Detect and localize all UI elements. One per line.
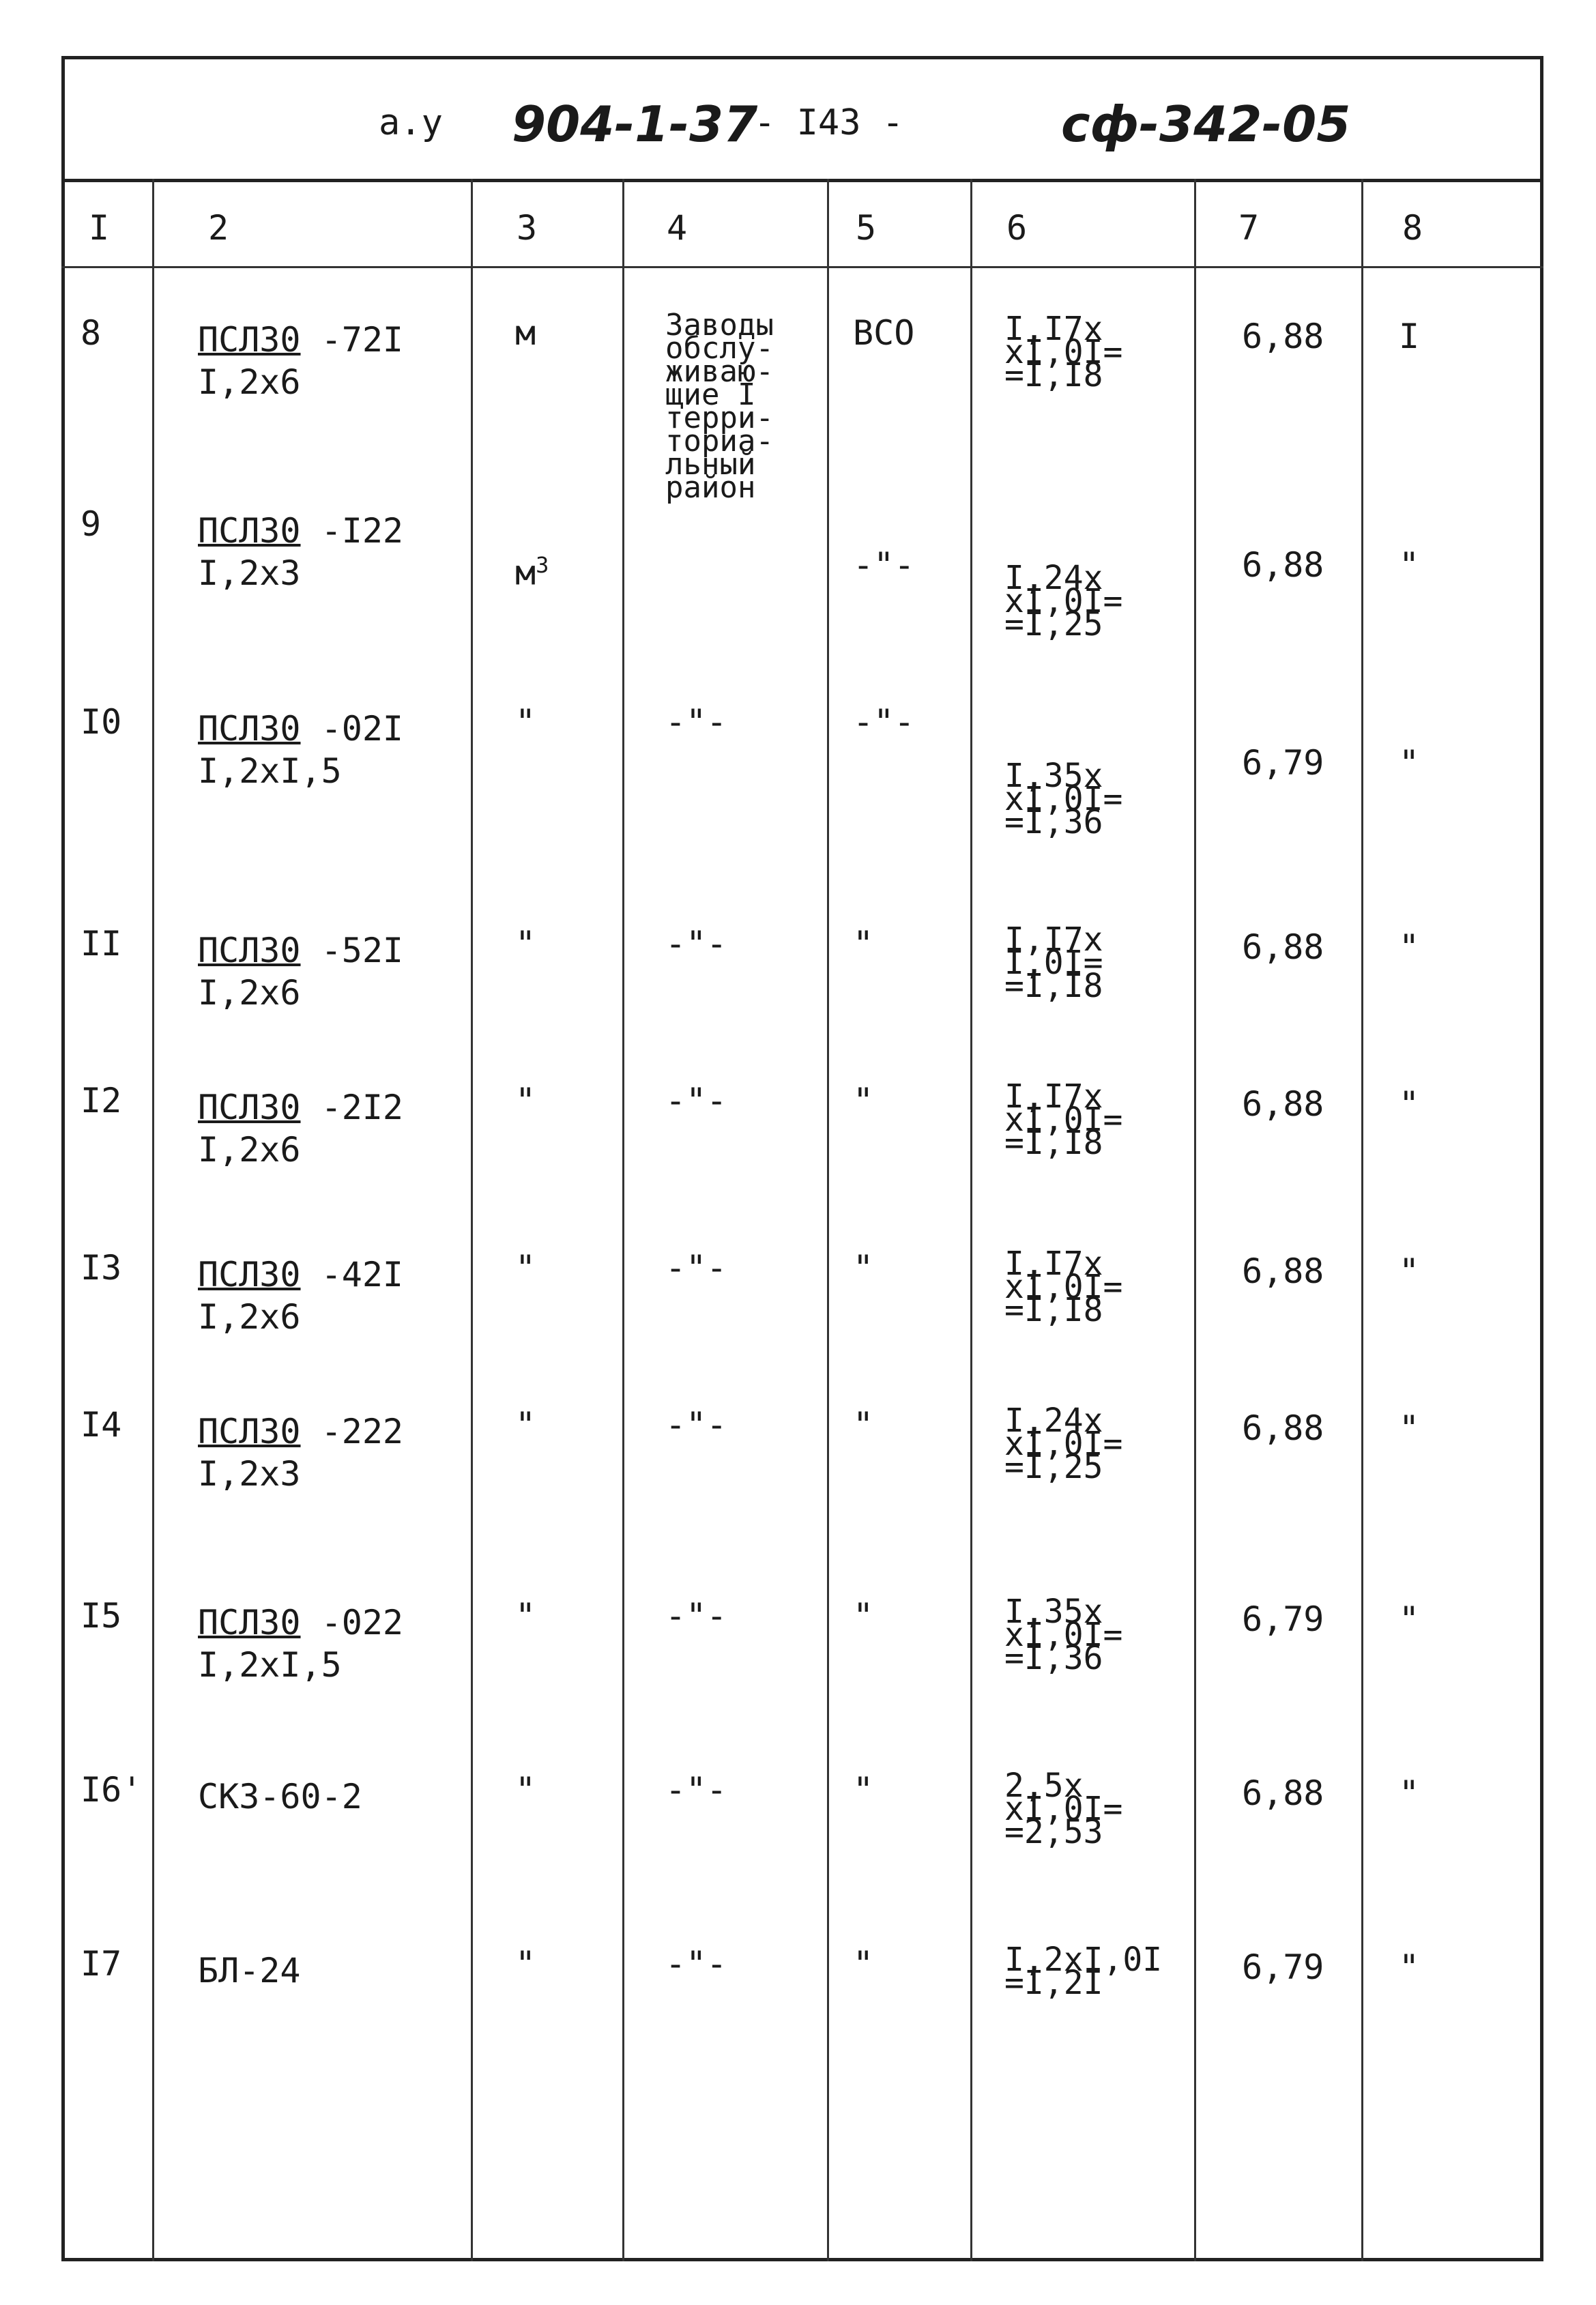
unit: " xyxy=(515,924,536,963)
item-name: ПСЛ30 xyxy=(198,511,301,551)
item-name: СКЗ-60-2 xyxy=(198,1777,362,1816)
item-suffix: -222 xyxy=(300,1412,404,1451)
item-size: I,2x3 xyxy=(198,1454,301,1494)
calculation: I,I7x xI,0I= =I,I8 xyxy=(1004,1077,1123,1162)
item-name: ПСЛ30 xyxy=(198,320,301,360)
supplier: -"- xyxy=(665,1081,727,1120)
item-designation xyxy=(198,1412,403,1451)
item-size: I,2x3 xyxy=(198,553,301,593)
item-designation xyxy=(198,1778,362,1816)
column-divider xyxy=(471,179,473,2261)
column-header: 8 xyxy=(1402,208,1423,248)
column-header: 3 xyxy=(517,208,538,248)
ditto-mark: " xyxy=(1399,743,1420,783)
calculation: I,24x xI,0I= =I,25 xyxy=(1004,559,1123,643)
supplier: -"- xyxy=(665,1248,727,1288)
value: 6,88 xyxy=(1242,1251,1324,1291)
column-header: 2 xyxy=(208,208,229,248)
org-code: " xyxy=(853,1405,874,1445)
calculation: I,I7x xI,0I= =I,I8 xyxy=(1004,310,1123,394)
supplier: -"- xyxy=(665,702,727,742)
project-code: 904-1-37 xyxy=(512,96,758,153)
item-designation xyxy=(198,321,403,359)
item-size: I,2x6 xyxy=(198,1297,301,1337)
item-designation xyxy=(198,710,403,748)
column-header-divider xyxy=(61,266,1543,268)
row-number: 8 xyxy=(81,313,102,353)
item-name: ПСЛ30 xyxy=(198,1412,301,1451)
supplier: Заводы обслу- живаю- щие I терри- ториа- льный район xyxy=(665,308,774,505)
row-number: II xyxy=(81,924,122,963)
item-suffix: -42I xyxy=(300,1255,404,1294)
item-name: ПСЛ30 xyxy=(198,709,301,749)
org-code: " xyxy=(853,1248,874,1288)
value: 6,79 xyxy=(1242,1947,1324,1987)
ditto-mark: " xyxy=(1399,1251,1420,1291)
header-divider xyxy=(61,179,1543,182)
item-suffix: -2I2 xyxy=(300,1088,404,1127)
org-code: -"- xyxy=(853,545,915,585)
item-name: ПСЛ30 xyxy=(198,1255,301,1294)
supplier: -"- xyxy=(665,924,727,963)
org-code: " xyxy=(853,1944,874,1984)
unit: " xyxy=(515,1081,536,1120)
value: 6,88 xyxy=(1242,545,1324,585)
item-designation xyxy=(198,1604,403,1642)
unit: " xyxy=(515,1770,536,1810)
row-number: I3 xyxy=(81,1248,122,1288)
unit: " xyxy=(515,1596,536,1636)
value: 6,79 xyxy=(1242,743,1324,783)
column-divider xyxy=(152,179,154,2261)
ditto-mark: I xyxy=(1399,317,1420,356)
item-size: I,2x6 xyxy=(198,1130,301,1170)
item-suffix: -72I xyxy=(300,320,404,360)
column-header: 5 xyxy=(856,208,877,248)
ditto-mark: " xyxy=(1399,927,1420,967)
calculation: I,2xI,0I =I,2I xyxy=(1004,1941,1163,2002)
item-size: I,2xI,5 xyxy=(198,751,342,791)
ditto-mark: " xyxy=(1399,1947,1420,1987)
item-suffix: -022 xyxy=(300,1603,404,1642)
value: 6,88 xyxy=(1242,317,1324,356)
calculation: I,I7x xI,0I= =I,I8 xyxy=(1004,1245,1123,1329)
column-header: 4 xyxy=(667,208,688,248)
item-suffix: -I22 xyxy=(300,511,404,551)
column-header: I xyxy=(89,208,110,248)
sheet-code: сф-342-05 xyxy=(1061,96,1351,153)
calculation: 2,5x xI,0I= =2,53 xyxy=(1004,1767,1123,1851)
header-prefix: а.у xyxy=(379,102,443,143)
ditto-mark: " xyxy=(1399,1408,1420,1448)
row-number: I2 xyxy=(81,1081,122,1120)
column-divider xyxy=(1361,179,1363,2261)
row-number: I5 xyxy=(81,1596,122,1636)
item-size: I,2x6 xyxy=(198,973,301,1013)
ditto-mark: " xyxy=(1399,545,1420,585)
item-suffix: -02I xyxy=(300,709,404,749)
item-suffix: -52I xyxy=(300,931,404,970)
org-code: -"- xyxy=(853,702,915,742)
ditto-mark: " xyxy=(1399,1599,1420,1639)
unit: " xyxy=(515,702,536,742)
item-name: ПСЛ30 xyxy=(198,931,301,970)
value: 6,79 xyxy=(1242,1599,1324,1639)
row-number: I6' xyxy=(81,1770,143,1810)
row-number: 9 xyxy=(81,504,102,544)
unit: " xyxy=(515,1248,536,1288)
supplier: -"- xyxy=(665,1405,727,1445)
ditto-mark: " xyxy=(1399,1773,1420,1813)
page-number: - I43 - xyxy=(754,102,904,143)
unit: $м^3$ xyxy=(515,552,549,593)
calculation: I,35x xI,0I= =I,36 xyxy=(1004,1593,1123,1677)
column-divider xyxy=(1194,179,1196,2261)
supplier: -"- xyxy=(665,1770,727,1810)
supplier: -"- xyxy=(665,1596,727,1636)
row-number: I4 xyxy=(81,1405,122,1445)
org-code: " xyxy=(853,924,874,963)
column-divider xyxy=(827,179,829,2261)
item-designation xyxy=(198,931,403,970)
item-designation xyxy=(198,512,403,550)
org-code: " xyxy=(853,1770,874,1810)
item-designation xyxy=(198,1088,403,1127)
unit: м xyxy=(515,313,536,353)
unit: " xyxy=(515,1944,536,1984)
column-divider xyxy=(622,179,624,2261)
org-code: " xyxy=(853,1596,874,1636)
calculation: I,24x xI,0I= =I,25 xyxy=(1004,1402,1123,1486)
item-designation xyxy=(198,1952,301,1990)
row-number: I0 xyxy=(81,702,122,742)
value: 6,88 xyxy=(1242,1084,1324,1124)
ditto-mark: " xyxy=(1399,1084,1420,1124)
column-divider xyxy=(970,179,972,2261)
unit: " xyxy=(515,1405,536,1445)
item-size: I,2x6 xyxy=(198,362,301,402)
value: 6,88 xyxy=(1242,1773,1324,1813)
item-name: ПСЛ30 xyxy=(198,1088,301,1127)
supplier: -"- xyxy=(665,1944,727,1984)
value: 6,88 xyxy=(1242,1408,1324,1448)
item-name: БЛ-24 xyxy=(198,1951,301,1990)
item-name: ПСЛ30 xyxy=(198,1603,301,1642)
value: 6,88 xyxy=(1242,927,1324,967)
item-size: I,2xI,5 xyxy=(198,1645,342,1685)
calculation: I,35x xI,0I= =I,36 xyxy=(1004,757,1123,841)
org-code: ВСО xyxy=(853,313,915,353)
calculation: I,I7x I,0I= =I,I8 xyxy=(1004,920,1103,1005)
row-number: I7 xyxy=(81,1944,122,1984)
item-designation xyxy=(198,1256,403,1294)
org-code: " xyxy=(853,1081,874,1120)
column-header: 7 xyxy=(1238,208,1260,248)
column-header: 6 xyxy=(1006,208,1028,248)
